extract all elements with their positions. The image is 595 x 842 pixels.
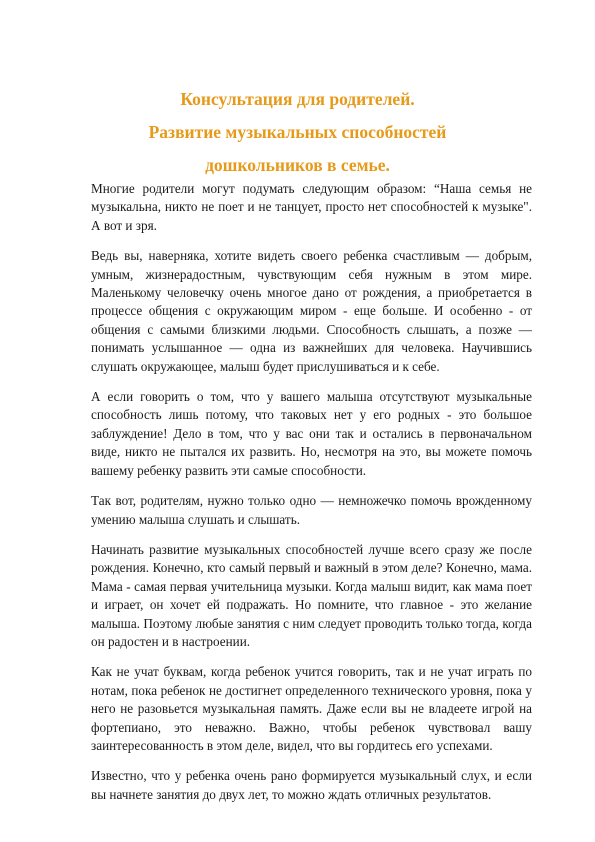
paragraph-1: Многие родители могут подумать следующим образом: “Наша семья не музыкальна, никто не поет и не танцует, просто нет способностей к музыке". А вот и зря. xyxy=(91,181,532,233)
paragraph-7: Известно, что у ребенка очень рано формируется музыкальный слух, и если вы начнете занятия до двух лет, то можно ждать отличных результатов. xyxy=(91,768,532,802)
title-line-1: Консультация для родителей. xyxy=(180,89,415,109)
document-body xyxy=(91,180,532,816)
paragraph-3: А если говорить о том, что у вашего малыша отсутствуют музыкальные способность лишь потому, что таковых нет у его родных - это большое заблуждение! Дело в том, что у вас они так и остались в первоначальном виде, никто не пытался их развить. Но, несмотря на это, вы можете помочь вашему ребенку развить эти самые способности. xyxy=(91,389,532,478)
paragraph-2: Ведь вы, наверняка, хотите видеть своего ребенка счастливым — добрым, умным, жизнерадостным, чувствующим себя нужным в этом мире. Маленькому человечку очень многое дано от рождения, а приобретается в процессе общения с окружающим миром - еще больше. И особенно - от общения с самыми близкими людьми. Способность слышать, а позже — понимать услышанное — одна из важнейших для человека. Научившись слушать окружающее, малыш будет прислушиваться и к себе. xyxy=(91,248,532,374)
document-title xyxy=(0,88,595,187)
paragraph-5: Начинать развитие музыкальных способностей лучше всего сразу же после рождения. Конечно, кто самый первый и важный в этом деле? Конечно, мама. Мама - самая первая учительница музыки. Когда малыш видит, как мама поет и играет, он хочет ей подражать. Но помните, что главное - это желание малыша. Поэтому любые занятия с ним следует проводить только тогда, когда он радостен и в настроении. xyxy=(91,541,532,649)
paragraph-6: Как не учат буквам, когда ребенок учится говорить, так и не учат играть по нотам, пока ребенок не достигнет определенного технического уровня, пока у него не разовьется музыкальная память. Даже если вы не владеете игрой на фортепиано, это неважно. Важно, чтобы ребенок чувствовал вашу заинтересованность в этом деле, видел, что вы гордитесь его успехами. xyxy=(91,664,532,753)
title-line-3: дошкольников в семье. xyxy=(205,155,390,175)
paragraph-4: Так вот, родителям, нужно только одно — немножечко помочь врожденному умению малыша слушать и слышать. xyxy=(91,493,532,527)
title-line-2: Развитие музыкальных способностей xyxy=(148,122,447,142)
